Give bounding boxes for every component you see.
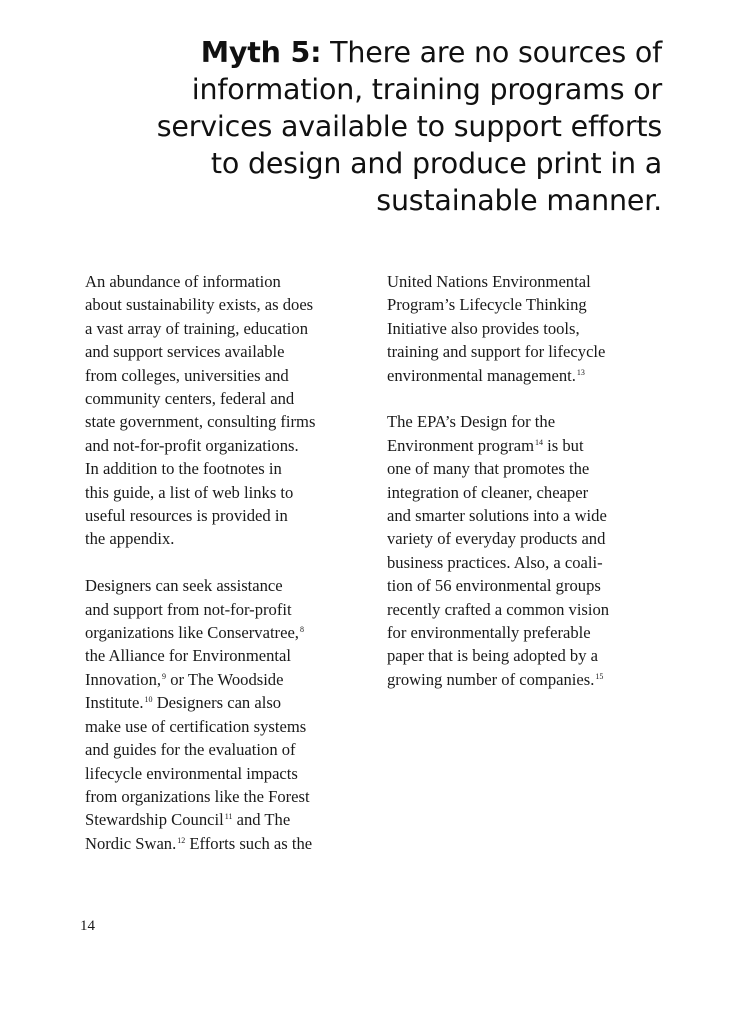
heading-line: information, training programs or bbox=[191, 73, 662, 106]
text-line: The EPA’s Design for the bbox=[387, 412, 556, 432]
footnote-ref-14: 14 bbox=[535, 437, 544, 447]
heading-line: services available to support efforts bbox=[156, 110, 662, 143]
text-line: United Nations Environmental bbox=[387, 272, 591, 291]
paragraph-epa bbox=[387, 410, 677, 691]
text-line: and support services available bbox=[85, 342, 285, 362]
text-line: or The Woodside bbox=[166, 669, 284, 689]
text-line: recently crafted a common vision bbox=[387, 599, 610, 619]
text-line: and smarter solutions into a wide bbox=[387, 506, 607, 526]
text-line: Nordic Swan. bbox=[85, 833, 177, 853]
text-line: and The bbox=[232, 810, 291, 830]
myth-label: Myth 5: bbox=[200, 36, 322, 69]
text-line: the Alliance for Environmental bbox=[85, 646, 291, 666]
text-line: about sustainability exists, as does bbox=[85, 295, 314, 315]
text-line: business practices. Also, a coali- bbox=[387, 552, 603, 572]
text-line: Initiative also provides tools, bbox=[387, 318, 580, 338]
text-line: community centers, federal and bbox=[85, 389, 295, 409]
text-line: Innovation, bbox=[85, 669, 162, 689]
text-line: useful resources is provided in bbox=[85, 506, 288, 526]
text-line: environmental management. bbox=[387, 365, 576, 385]
text-line: Program’s Lifecycle Thinking bbox=[387, 295, 587, 315]
text-line: one of many that promotes the bbox=[387, 459, 590, 479]
text-line: Institute. bbox=[85, 693, 144, 713]
footnote-ref-13: 13 bbox=[576, 367, 585, 377]
left-column bbox=[85, 270, 375, 855]
right-column bbox=[387, 270, 677, 691]
text-line: lifecycle environmental impacts bbox=[85, 763, 298, 783]
footnote-ref-10: 10 bbox=[144, 695, 153, 705]
text-line: organizations like Conservatree, bbox=[85, 623, 299, 643]
footnote-ref-8: 8 bbox=[299, 625, 304, 635]
text-line: the appendix. bbox=[85, 529, 175, 549]
text-line: and guides for the evaluation of bbox=[85, 740, 296, 760]
text-line: integration of cleaner, cheaper bbox=[387, 482, 589, 502]
text-line: is but bbox=[543, 435, 584, 455]
text-line: Designers can seek assistance bbox=[85, 576, 283, 596]
paragraph-abundance bbox=[85, 270, 375, 551]
text-line: a vast array of training, education bbox=[85, 318, 309, 338]
text-line: In addition to the footnotes in bbox=[85, 459, 282, 479]
text-line: growing number of companies. bbox=[387, 669, 595, 689]
text-line: paper that is being adopted by a bbox=[387, 646, 599, 666]
text-line: and support from not-for-profit bbox=[85, 599, 292, 619]
paragraph-designers bbox=[85, 574, 375, 855]
text-line: from colleges, universities and bbox=[85, 365, 289, 385]
text-line: make use of certification systems bbox=[85, 716, 307, 736]
footnote-ref-11: 11 bbox=[224, 812, 233, 822]
page-number: 14 bbox=[80, 918, 95, 934]
text-line: state government, consulting firms bbox=[85, 412, 316, 432]
footnote-ref-9: 9 bbox=[162, 671, 167, 681]
footnote-ref-15: 15 bbox=[595, 671, 604, 681]
text-line: and not-for-profit organizations. bbox=[85, 435, 299, 455]
text-line: variety of everyday products and bbox=[387, 529, 606, 549]
text-line: Environment program bbox=[387, 435, 535, 455]
text-line: An abundance of information bbox=[85, 272, 281, 291]
heading-line: to design and produce print in a bbox=[210, 147, 662, 180]
text-line: training and support for lifecycle bbox=[387, 342, 606, 362]
text-line: Stewardship Council bbox=[85, 810, 224, 830]
myth-heading bbox=[110, 34, 662, 219]
heading-line: There are no sources of bbox=[321, 36, 662, 69]
heading-line: sustainable manner. bbox=[376, 184, 662, 217]
text-line: for environmentally preferable bbox=[387, 623, 591, 643]
text-line: Designers can also bbox=[152, 693, 282, 713]
text-line: this guide, a list of web links to bbox=[85, 482, 294, 502]
footnote-ref-12: 12 bbox=[177, 835, 186, 845]
text-line: tion of 56 environmental groups bbox=[387, 576, 601, 596]
text-line: from organizations like the Forest bbox=[85, 786, 310, 806]
paragraph-unep bbox=[387, 270, 677, 387]
text-line: Efforts such as the bbox=[185, 833, 313, 853]
